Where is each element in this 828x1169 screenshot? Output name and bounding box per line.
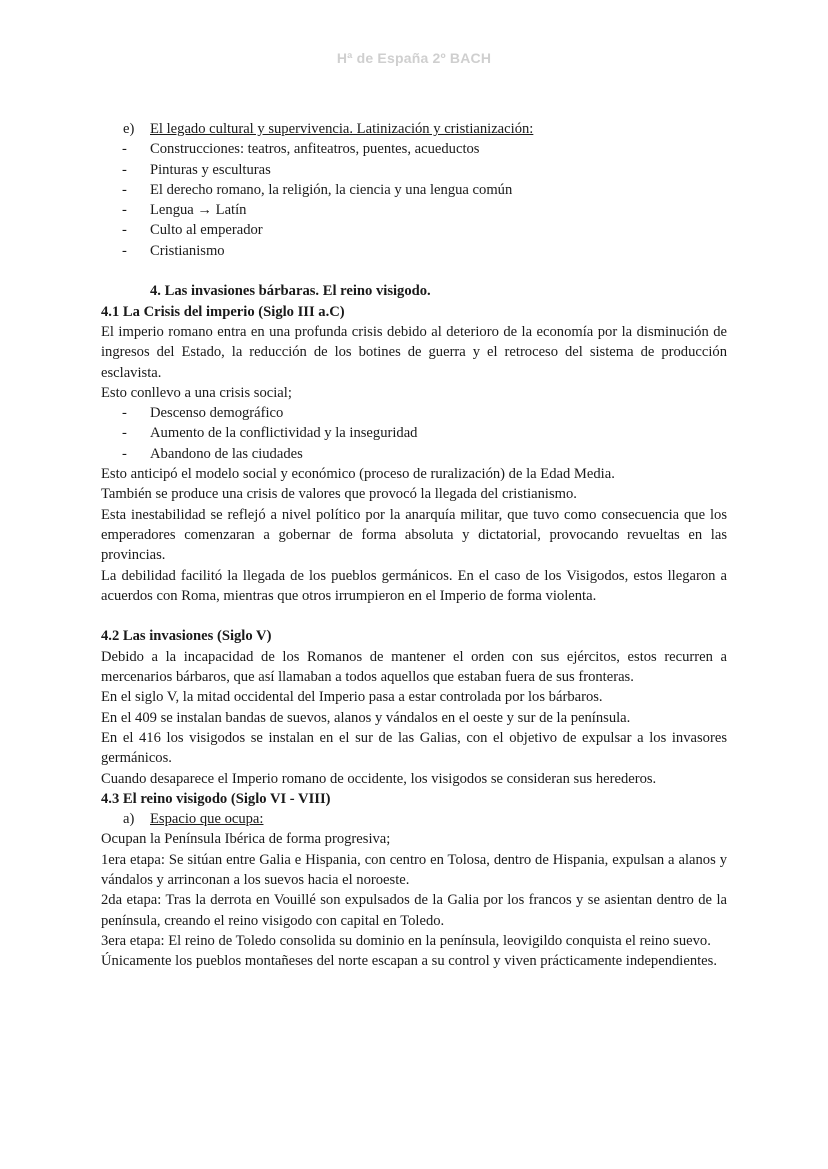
list-item: - Lengua → Latín bbox=[122, 202, 247, 219]
spacer bbox=[101, 261, 727, 281]
page-header: Hª de España 2º BACH bbox=[336, 50, 492, 66]
list-item: - Construcciones: teatros, anfiteatros, puentes, acueductos bbox=[122, 141, 480, 158]
paragraph: La debilidad facilitó la llegada de los pueblos germánicos. En el caso de los Visigodos, estos llegaron a acuerdos con Roma, mientras que otros irrumpieron en el Imperio de forma violenta. bbox=[101, 567, 727, 604]
paragraph: Esta inestabilidad se reflejó a nivel político por la anarquía militar, que tuvo como consecuencia que los emperadores comenzaran a gobernar de forma absoluta y dictatorial, provocando revueltas en las provincias. bbox=[101, 506, 727, 564]
paragraph: Ocupan la Península Ibérica de forma progresiva; bbox=[101, 831, 391, 848]
paragraph: Cuando desaparece el Imperio romano de occidente, los visigodos se consideran sus herederos. bbox=[101, 770, 657, 787]
paragraph: En el 416 los visigodos se instalan en el sur de las Galias, con el objetivo de expulsar a los invasores germánicos. bbox=[101, 729, 727, 767]
list-item: - Culto al emperador bbox=[122, 222, 263, 239]
section-4-title: 4. Las invasiones bárbaras. El reino visigodo. bbox=[150, 283, 431, 300]
spacer bbox=[101, 606, 727, 626]
paragraph: 1era etapa: Se sitúan entre Galia e Hispania, con centro en Tolosa, dentro de Hispania, expulsan a alanos y vándalos y arrinconan a los suevos hacia el noroeste. bbox=[101, 851, 727, 888]
paragraph: En el siglo V, la mitad occidental del Imperio pasa a estar controlada por los bárbaros. bbox=[101, 689, 603, 706]
section-4-1-title: 4.1 La Crisis del imperio (Siglo III a.C) bbox=[101, 303, 345, 320]
section-e-title: El legado cultural y supervivencia. Latinización y cristianización: bbox=[150, 121, 534, 137]
list-item: - Pinturas y esculturas bbox=[122, 161, 271, 178]
paragraph: 2da etapa: Tras la derrota en Vouillé son expulsados de la Galia por los francos y se asientan dentro de la península, creando el reino visigodo con capital en Toledo. bbox=[101, 892, 727, 929]
paragraph: El imperio romano entra en una profunda crisis debido al deterioro de la economía por la disminución de ingresos del Estado, la reducción de los botines de guerra y el retroceso del sistema de producción esclavista. bbox=[101, 323, 727, 381]
list-item: - Descenso demográfico bbox=[122, 405, 284, 422]
section-4-2-title: 4.2 Las invasiones (Siglo V) bbox=[101, 628, 272, 645]
list-marker: e) bbox=[123, 121, 135, 137]
section-e-heading bbox=[101, 119, 727, 139]
paragraph: También se produce una crisis de valores que provocó la llegada del cristianismo. bbox=[101, 486, 577, 503]
paragraph: Esto anticipó el modelo social y económico (proceso de ruralización) de la Edad Media. bbox=[101, 466, 615, 483]
list-item: - El derecho romano, la religión, la ciencia y una lengua común bbox=[122, 181, 513, 198]
paragraph: Debido a la incapacidad de los Romanos de mantener el orden con sus ejércitos, estos recurren a mercenarios bárbaros, que así llamaban a todos aquellos que estaban fuera de sus fronteras. bbox=[101, 648, 727, 686]
document-body bbox=[101, 119, 727, 971]
list-marker: a) bbox=[123, 811, 135, 828]
list-item: - Abandono de las ciudades bbox=[122, 445, 303, 462]
paragraph: Únicamente los pueblos montañeses del norte escapan a su control y viven prácticamente independientes. bbox=[101, 953, 717, 970]
paragraph: En el 409 se instalan bandas de suevos, alanos y vándalos en el oeste y sur de la península. bbox=[101, 709, 631, 726]
paragraph: 3era etapa: El reino de Toledo consolida su dominio en la península, leovigildo conquista el reino suevo. bbox=[101, 932, 711, 949]
section-4-3-a-heading bbox=[101, 809, 727, 829]
list-item: - Aumento de la conflictividad y la inseguridad bbox=[122, 425, 418, 442]
list-item: - Cristianismo bbox=[122, 242, 225, 259]
section-4-3-title: 4.3 El reino visigodo (Siglo VI - VIII) bbox=[101, 790, 331, 807]
paragraph: Esto conllevo a una crisis social; bbox=[101, 384, 292, 401]
section-4-3-a-title: Espacio que ocupa: bbox=[150, 811, 264, 828]
